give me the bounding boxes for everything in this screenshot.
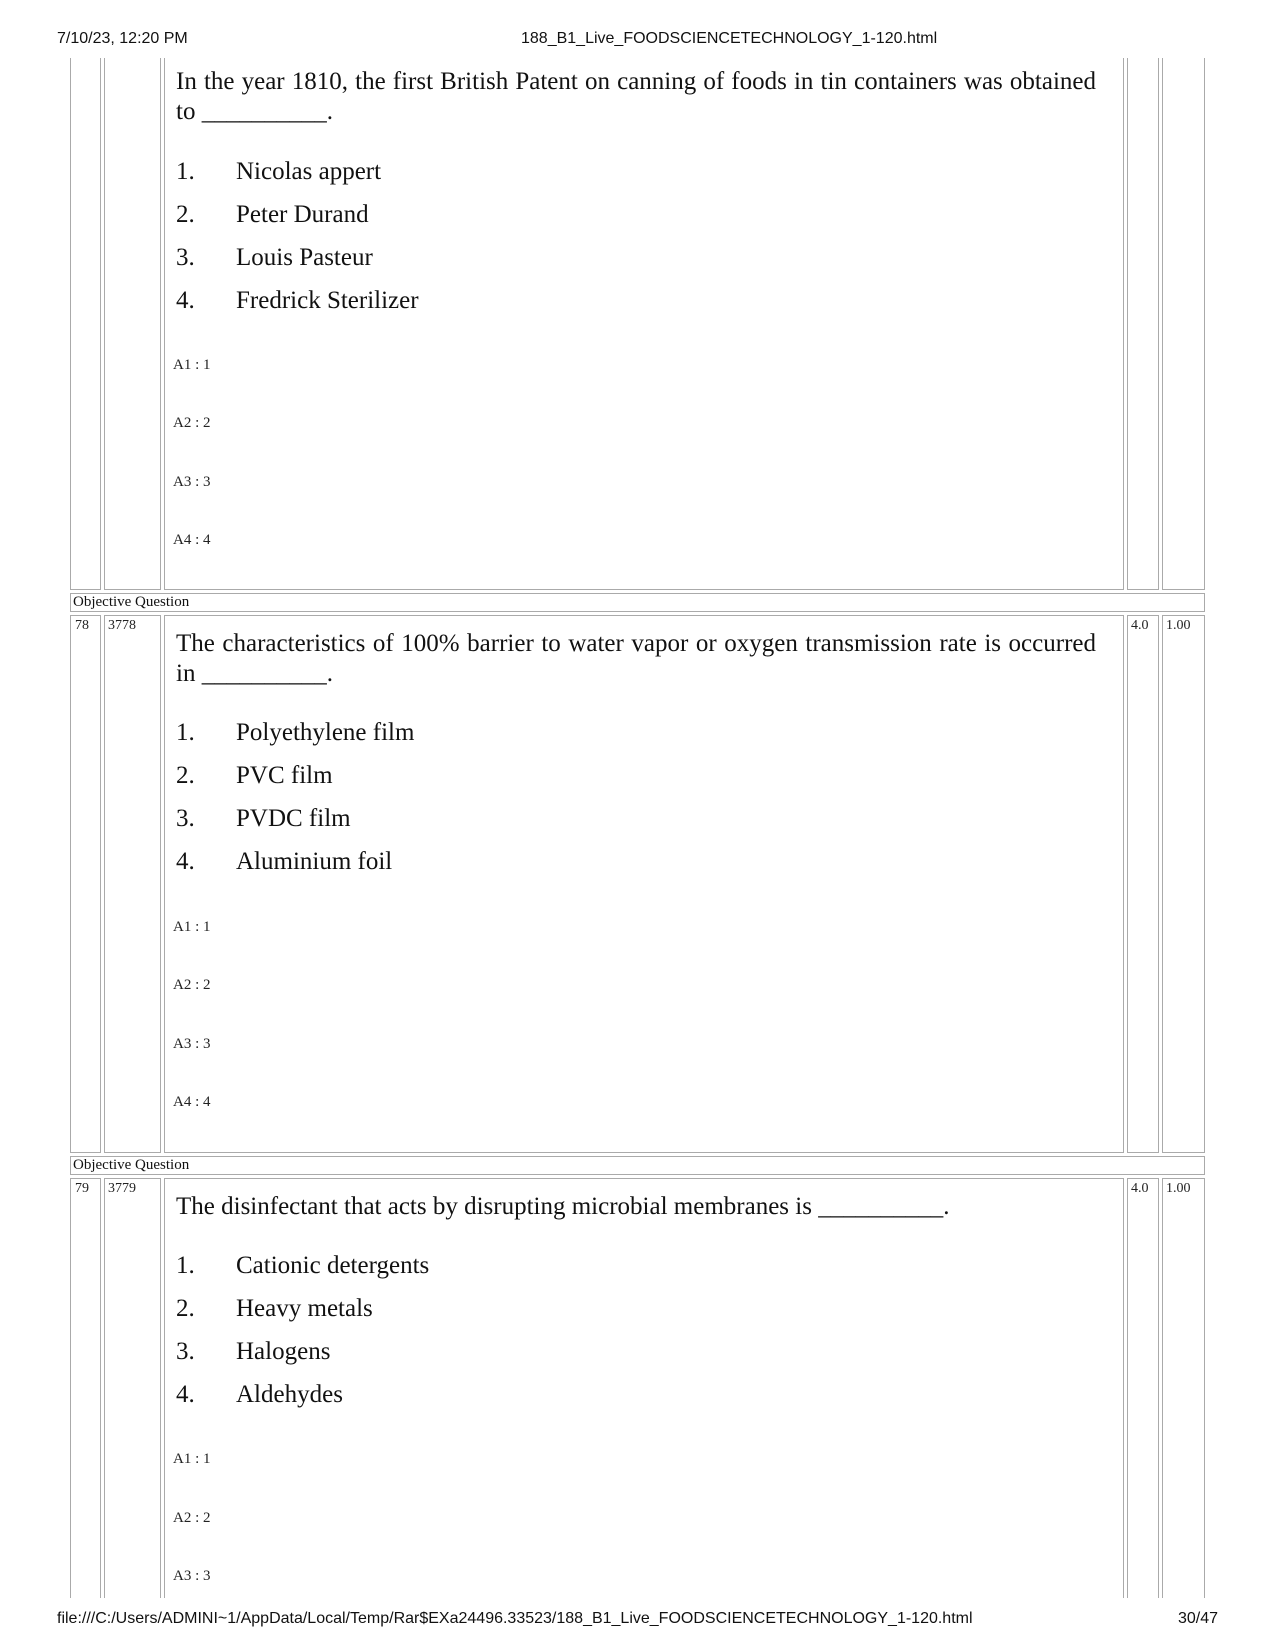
sno-cell xyxy=(70,58,101,590)
option-text: Polyethylene film xyxy=(236,719,415,746)
answer-key-1: A1 : 1 xyxy=(173,357,211,373)
option-text: PVC film xyxy=(236,762,333,789)
negative-marks-value: 1.00 xyxy=(1166,1181,1191,1196)
negative-marks-cell xyxy=(1162,1178,1205,1598)
option-number: 1. xyxy=(176,719,195,746)
print-file-path: file:///C:/Users/ADMINI~1/AppData/Local/Temp/Rar$EXa24496.33523/188_B1_Live_FOODSCIENCETECHNOLOGY_1-120.html xyxy=(57,1610,973,1627)
negative-marks-value: 1.00 xyxy=(1166,618,1191,633)
answer-key-1: A1 : 1 xyxy=(173,1451,211,1467)
option-text: Cationic detergents xyxy=(236,1252,430,1279)
option-number: 2. xyxy=(176,1295,195,1322)
marks-cell xyxy=(1127,58,1159,590)
answer-key-4: A4 : 4 xyxy=(173,1094,211,1110)
sno-cell xyxy=(70,1178,101,1598)
option-text: PVDC film xyxy=(236,805,351,832)
option-number: 3. xyxy=(176,244,195,271)
sno-cell xyxy=(70,615,101,1153)
option-text: Louis Pasteur xyxy=(236,244,373,271)
serial-number: 78 xyxy=(75,618,89,633)
option-number: 1. xyxy=(176,158,195,185)
question-stem: The disinfectant that acts by disrupting microbial membranes is __________. xyxy=(176,1193,950,1220)
qid-cell xyxy=(104,615,161,1153)
answer-key-2: A2 : 2 xyxy=(173,977,211,993)
option-text: Fredrick Sterilizer xyxy=(236,287,419,314)
answer-key-3: A3 : 3 xyxy=(173,1568,211,1584)
print-title: 188_B1_Live_FOODSCIENCETECHNOLOGY_1-120.html xyxy=(521,30,938,47)
option-text: Aluminium foil xyxy=(236,848,393,875)
section-label-row xyxy=(70,1156,1205,1175)
answer-key-2: A2 : 2 xyxy=(173,415,211,431)
option-number: 4. xyxy=(176,848,195,875)
question-stem: The characteristics of 100% barrier to water vapor or oxygen transmission rate is occurred in __________. xyxy=(176,630,1096,687)
question-cell xyxy=(164,615,1124,1153)
marks-value: 4.0 xyxy=(1131,1181,1149,1196)
option-text: Peter Durand xyxy=(236,201,369,228)
answer-key-3: A3 : 3 xyxy=(173,474,211,490)
option-text: Heavy metals xyxy=(236,1295,373,1322)
option-number: 2. xyxy=(176,201,195,228)
question-id: 3779 xyxy=(108,1181,136,1196)
option-number: 2. xyxy=(176,762,195,789)
marks-cell xyxy=(1127,1178,1159,1598)
qid-cell xyxy=(104,58,161,590)
option-number: 1. xyxy=(176,1252,195,1279)
section-label: Objective Question xyxy=(73,594,190,610)
negative-marks-cell xyxy=(1162,615,1205,1153)
marks-cell xyxy=(1127,615,1159,1153)
question-stem: In the year 1810, the first British Patent on canning of foods in tin containers was obtained to __________. xyxy=(176,68,1096,125)
question-id: 3778 xyxy=(108,618,136,633)
option-text: Aldehydes xyxy=(236,1381,343,1408)
answer-key-1: A1 : 1 xyxy=(173,919,211,935)
print-datetime: 7/10/23, 12:20 PM xyxy=(57,30,188,47)
page-number: 30/47 xyxy=(1177,1610,1218,1627)
qid-cell xyxy=(104,1178,161,1598)
option-number: 4. xyxy=(176,1381,195,1408)
question-cell xyxy=(164,58,1124,590)
marks-value: 4.0 xyxy=(1131,618,1149,633)
answer-key-2: A2 : 2 xyxy=(173,1510,211,1526)
section-label-row xyxy=(70,593,1205,612)
answer-key-3: A3 : 3 xyxy=(173,1036,211,1052)
option-text: Nicolas appert xyxy=(236,158,382,185)
option-number: 3. xyxy=(176,805,195,832)
answer-key-4: A4 : 4 xyxy=(173,532,211,548)
option-number: 3. xyxy=(176,1338,195,1365)
serial-number: 79 xyxy=(75,1181,89,1196)
option-text: Halogens xyxy=(236,1338,331,1365)
negative-marks-cell xyxy=(1162,58,1205,590)
section-label: Objective Question xyxy=(73,1157,190,1173)
option-number: 4. xyxy=(176,287,195,314)
